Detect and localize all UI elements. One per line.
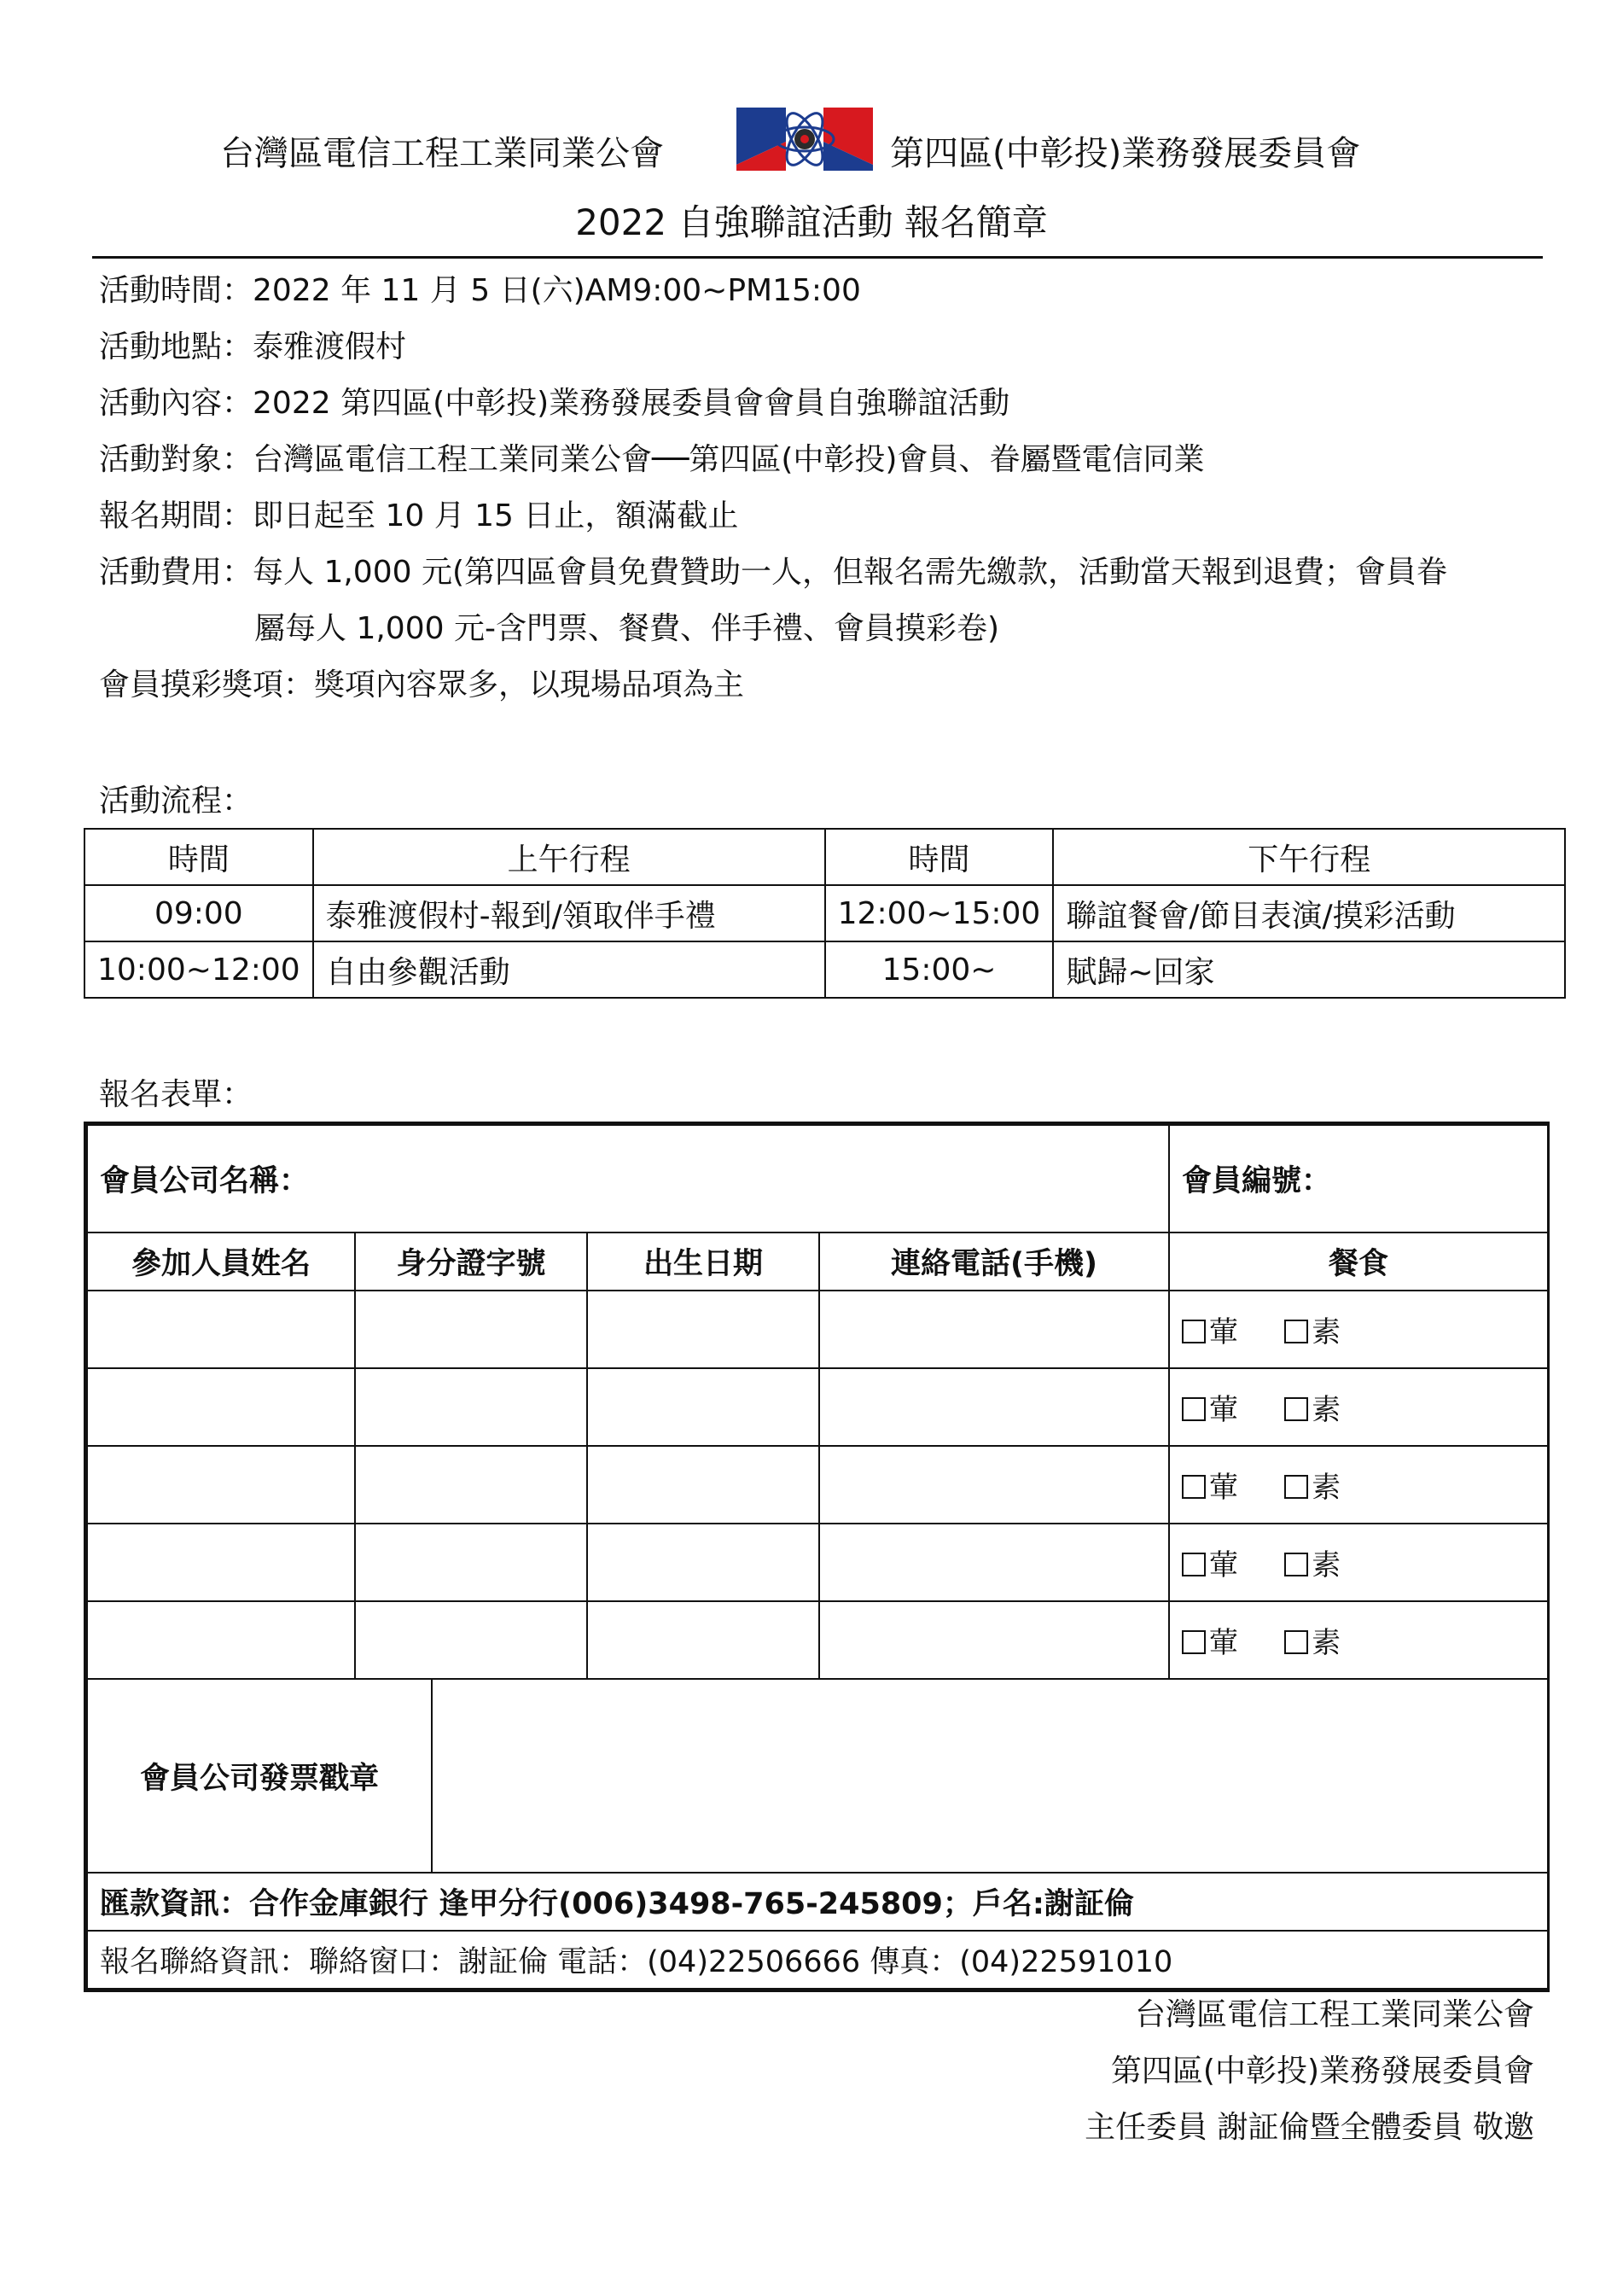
invoice-stamp-row [87,1679,1548,1873]
registration-form [84,1122,1550,1992]
meal-choice: 葷 素 [1169,1368,1548,1446]
schedule-cell: 自由參觀活動 [313,941,825,998]
invoice-stamp-label: 會員公司發票戳章 [87,1679,432,1873]
attendee-birthdate-input[interactable] [587,1446,819,1524]
footer-signature: 主任委員 謝証倫暨全體委員 敬邀 [1085,2110,1534,2145]
attendee-row [87,1524,1548,1601]
meat-checkbox[interactable] [1182,1397,1206,1421]
invoice-stamp-area[interactable] [432,1679,1548,1873]
schedule-row [84,941,1565,998]
schedule-cell: 09:00 [84,885,313,941]
schedule-heading: 活動流程： [99,784,253,819]
attendee-id-input[interactable] [355,1524,587,1601]
col-birthdate: 出生日期 [587,1232,819,1291]
info-target: 活動對象：台灣區電信工程工業同業公會──第四區(中彰投)會員、眷屬暨電信同業 [99,442,1205,477]
company-row [87,1125,1548,1232]
info-location: 活動地點：泰雅渡假村 [99,329,407,364]
vegetarian-checkbox[interactable] [1284,1630,1308,1654]
attendee-name-input[interactable] [87,1524,355,1601]
contact-info: 報名聯絡資訊：聯絡窗口：謝証倫 電話：(04)22506666 傳真：(04)22591010 [87,1931,1548,1989]
attendee-phone-input[interactable] [819,1368,1169,1446]
company-name-field[interactable]: 會員公司名稱： [87,1125,1169,1232]
vegetarian-checkbox[interactable] [1284,1397,1308,1421]
attendee-phone-input[interactable] [819,1446,1169,1524]
info-fee: 活動費用：每人 1,000 元(第四區會員免費贊助一人，但報名需先繳款，活動當天報到退費；會員眷 [99,555,1448,590]
remittance-info: 匯款資訊：合作金庫銀行 逢甲分行(006)3498-765-245809；戶名:謝証倫 [87,1873,1548,1931]
header-divider [92,256,1543,259]
schedule-cell: 泰雅渡假村-報到/領取伴手禮 [313,885,825,941]
association-logo-icon [736,101,873,178]
attendee-birthdate-input[interactable] [587,1368,819,1446]
attendee-name-input[interactable] [87,1446,355,1524]
schedule-col-morning: 上午行程 [313,829,825,885]
attendee-row [87,1601,1548,1679]
schedule-cell: 10:00~12:00 [84,941,313,998]
meal-choice: 葷 素 [1169,1524,1548,1601]
attendee-id-input[interactable] [355,1601,587,1679]
vegetarian-checkbox[interactable] [1284,1553,1308,1576]
attendee-phone-input[interactable] [819,1601,1169,1679]
vegetarian-checkbox[interactable] [1284,1320,1308,1343]
member-number-field[interactable]: 會員編號： [1169,1125,1548,1232]
info-time: 活動時間：2022 年 11 月 5 日(六)AM9:00~PM15:00 [99,273,861,308]
committee-name: 第四區(中彰投)業務發展委員會 [890,134,1361,173]
attendee-row [87,1446,1548,1524]
attendee-phone-input[interactable] [819,1291,1169,1368]
schedule-cell: 12:00~15:00 [825,885,1054,941]
attendee-row [87,1291,1548,1368]
info-fee-continued: 屬每人 1,000 元-含門票、餐費、伴手禮、會員摸彩卷) [254,611,999,646]
footer-committee: 第四區(中彰投)業務發展委員會 [1110,2054,1534,2089]
info-prizes: 會員摸彩獎項：獎項內容眾多，以現場品項為主 [99,667,745,702]
attendee-birthdate-input[interactable] [587,1524,819,1601]
meat-checkbox[interactable] [1182,1475,1206,1499]
attendee-row [87,1368,1548,1446]
info-content: 活動內容：2022 第四區(中彰投)業務發展委員會會員自強聯誼活動 [99,386,1010,421]
col-name: 參加人員姓名 [87,1232,355,1291]
form-header-row [87,1232,1548,1291]
attendee-birthdate-input[interactable] [587,1291,819,1368]
form-heading: 報名表單： [99,1077,253,1112]
schedule-row [84,885,1565,941]
schedule-cell: 賦歸~回家 [1053,941,1565,998]
attendee-name-input[interactable] [87,1291,355,1368]
col-phone: 連絡電話(手機) [819,1232,1169,1291]
meal-choice: 葷 素 [1169,1601,1548,1679]
attendee-phone-input[interactable] [819,1524,1169,1601]
info-period: 報名期間：即日起至 10 月 15 日止，額滿截止 [99,498,739,533]
meat-checkbox[interactable] [1182,1553,1206,1576]
col-id-number: 身分證字號 [355,1232,587,1291]
organization-name: 台灣區電信工程工業同業公會 [220,134,664,173]
attendee-birthdate-input[interactable] [587,1601,819,1679]
schedule-table [84,828,1566,999]
footer-organization: 台灣區電信工程工業同業公會 [1134,1997,1534,2032]
attendee-name-input[interactable] [87,1601,355,1679]
schedule-col-time-pm: 時間 [825,829,1054,885]
schedule-col-afternoon: 下午行程 [1053,829,1565,885]
contact-row [87,1931,1548,1989]
remit-row [87,1873,1548,1931]
schedule-cell: 15:00~ [825,941,1054,998]
attendee-id-input[interactable] [355,1368,587,1446]
col-meal: 餐食 [1169,1232,1548,1291]
meal-choice: 葷 素 [1169,1291,1548,1368]
page-title: 2022 自強聯誼活動 報名簡章 [575,201,1048,243]
schedule-header-row [84,829,1565,885]
attendee-id-input[interactable] [355,1446,587,1524]
meat-checkbox[interactable] [1182,1320,1206,1343]
vegetarian-checkbox[interactable] [1284,1475,1308,1499]
attendee-name-input[interactable] [87,1368,355,1446]
meat-checkbox[interactable] [1182,1630,1206,1654]
meal-choice: 葷 素 [1169,1446,1548,1524]
schedule-col-time-am: 時間 [84,829,313,885]
schedule-cell: 聯誼餐會/節目表演/摸彩活動 [1053,885,1565,941]
attendee-id-input[interactable] [355,1291,587,1368]
